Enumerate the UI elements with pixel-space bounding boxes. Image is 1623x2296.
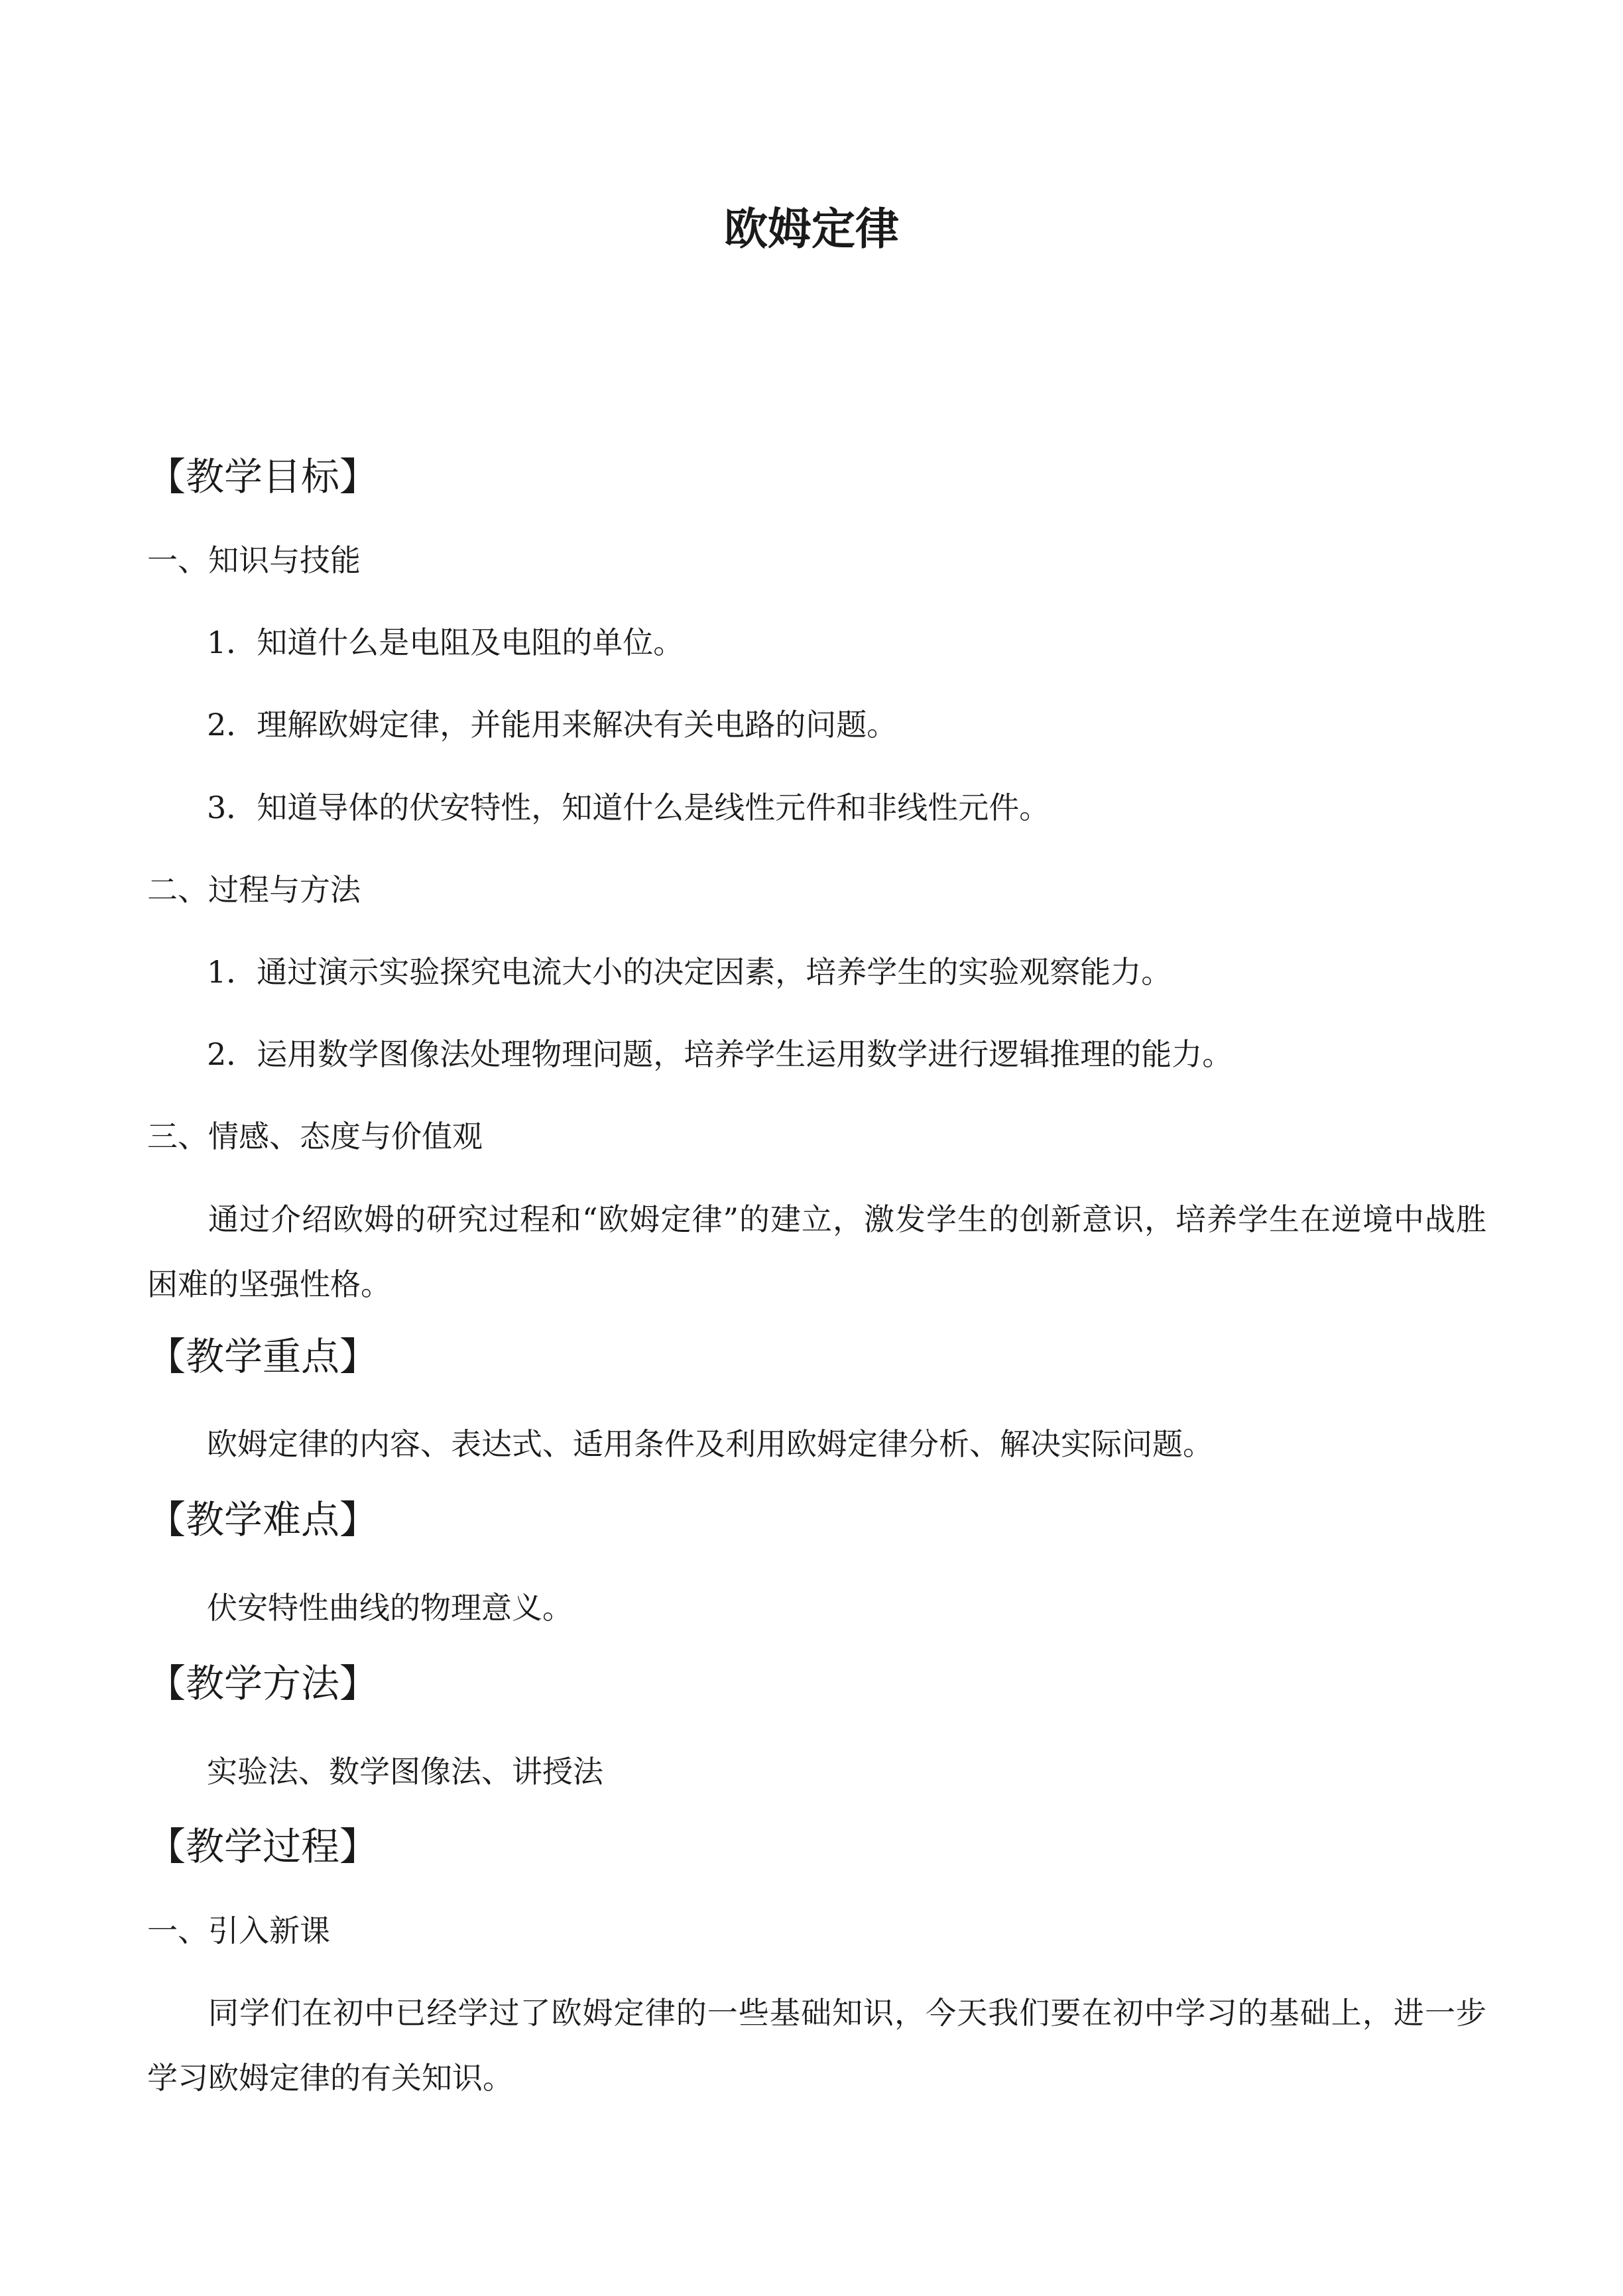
list-item: 1．知道什么是电阻及电阻的单位。 <box>207 625 684 660</box>
section-heading-difficulties: 【教学难点】 <box>147 1497 379 1542</box>
subheading-intro: 一、引入新课 <box>147 1913 330 1949</box>
subheading-process-methods: 二、过程与方法 <box>147 872 361 908</box>
paragraph-key-points: 欧姆定律的内容、表达式、适用条件及利用欧姆定律分析、解决实际问题。 <box>207 1426 1213 1462</box>
list-item: 1．通过演示实验探究电流大小的决定因素，培养学生的实验观察能力。 <box>207 954 1172 990</box>
subheading-knowledge-skills: 一、知识与技能 <box>147 542 361 578</box>
list-item: 2．理解欧姆定律，并能用来解决有关电路的问题。 <box>207 707 898 743</box>
paragraph-methods: 实验法、数学图像法、讲授法 <box>207 1754 603 1789</box>
section-heading-key-points: 【教学重点】 <box>147 1334 379 1379</box>
paragraph-emotion-values: 通过介绍欧姆的研究过程和“欧姆定律”的建立，激发学生的创新意识，培养学生在逆境中战胜困难的坚强性格。 <box>147 1201 1486 1302</box>
subheading-emotion-values: 三、情感、态度与价值观 <box>147 1118 483 1154</box>
list-item: 3．知道导体的伏安特性，知道什么是线性元件和非线性元件。 <box>207 790 1050 825</box>
paragraph-difficulties: 伏安特性曲线的物理意义。 <box>207 1590 573 1626</box>
section-heading-objectives: 【教学目标】 <box>147 454 379 499</box>
document-title: 欧姆定律 <box>724 203 899 255</box>
list-item: 2．运用数学图像法处理物理问题，培养学生运用数学进行逻辑推理的能力。 <box>207 1036 1233 1072</box>
section-heading-procedure: 【教学过程】 <box>147 1824 379 1869</box>
paragraph-intro: 同学们在初中已经学过了欧姆定律的一些基础知识，今天我们要在初中学习的基础上，进一步学习欧姆定律的有关知识。 <box>147 1995 1486 2096</box>
section-heading-methods: 【教学方法】 <box>147 1661 379 1706</box>
